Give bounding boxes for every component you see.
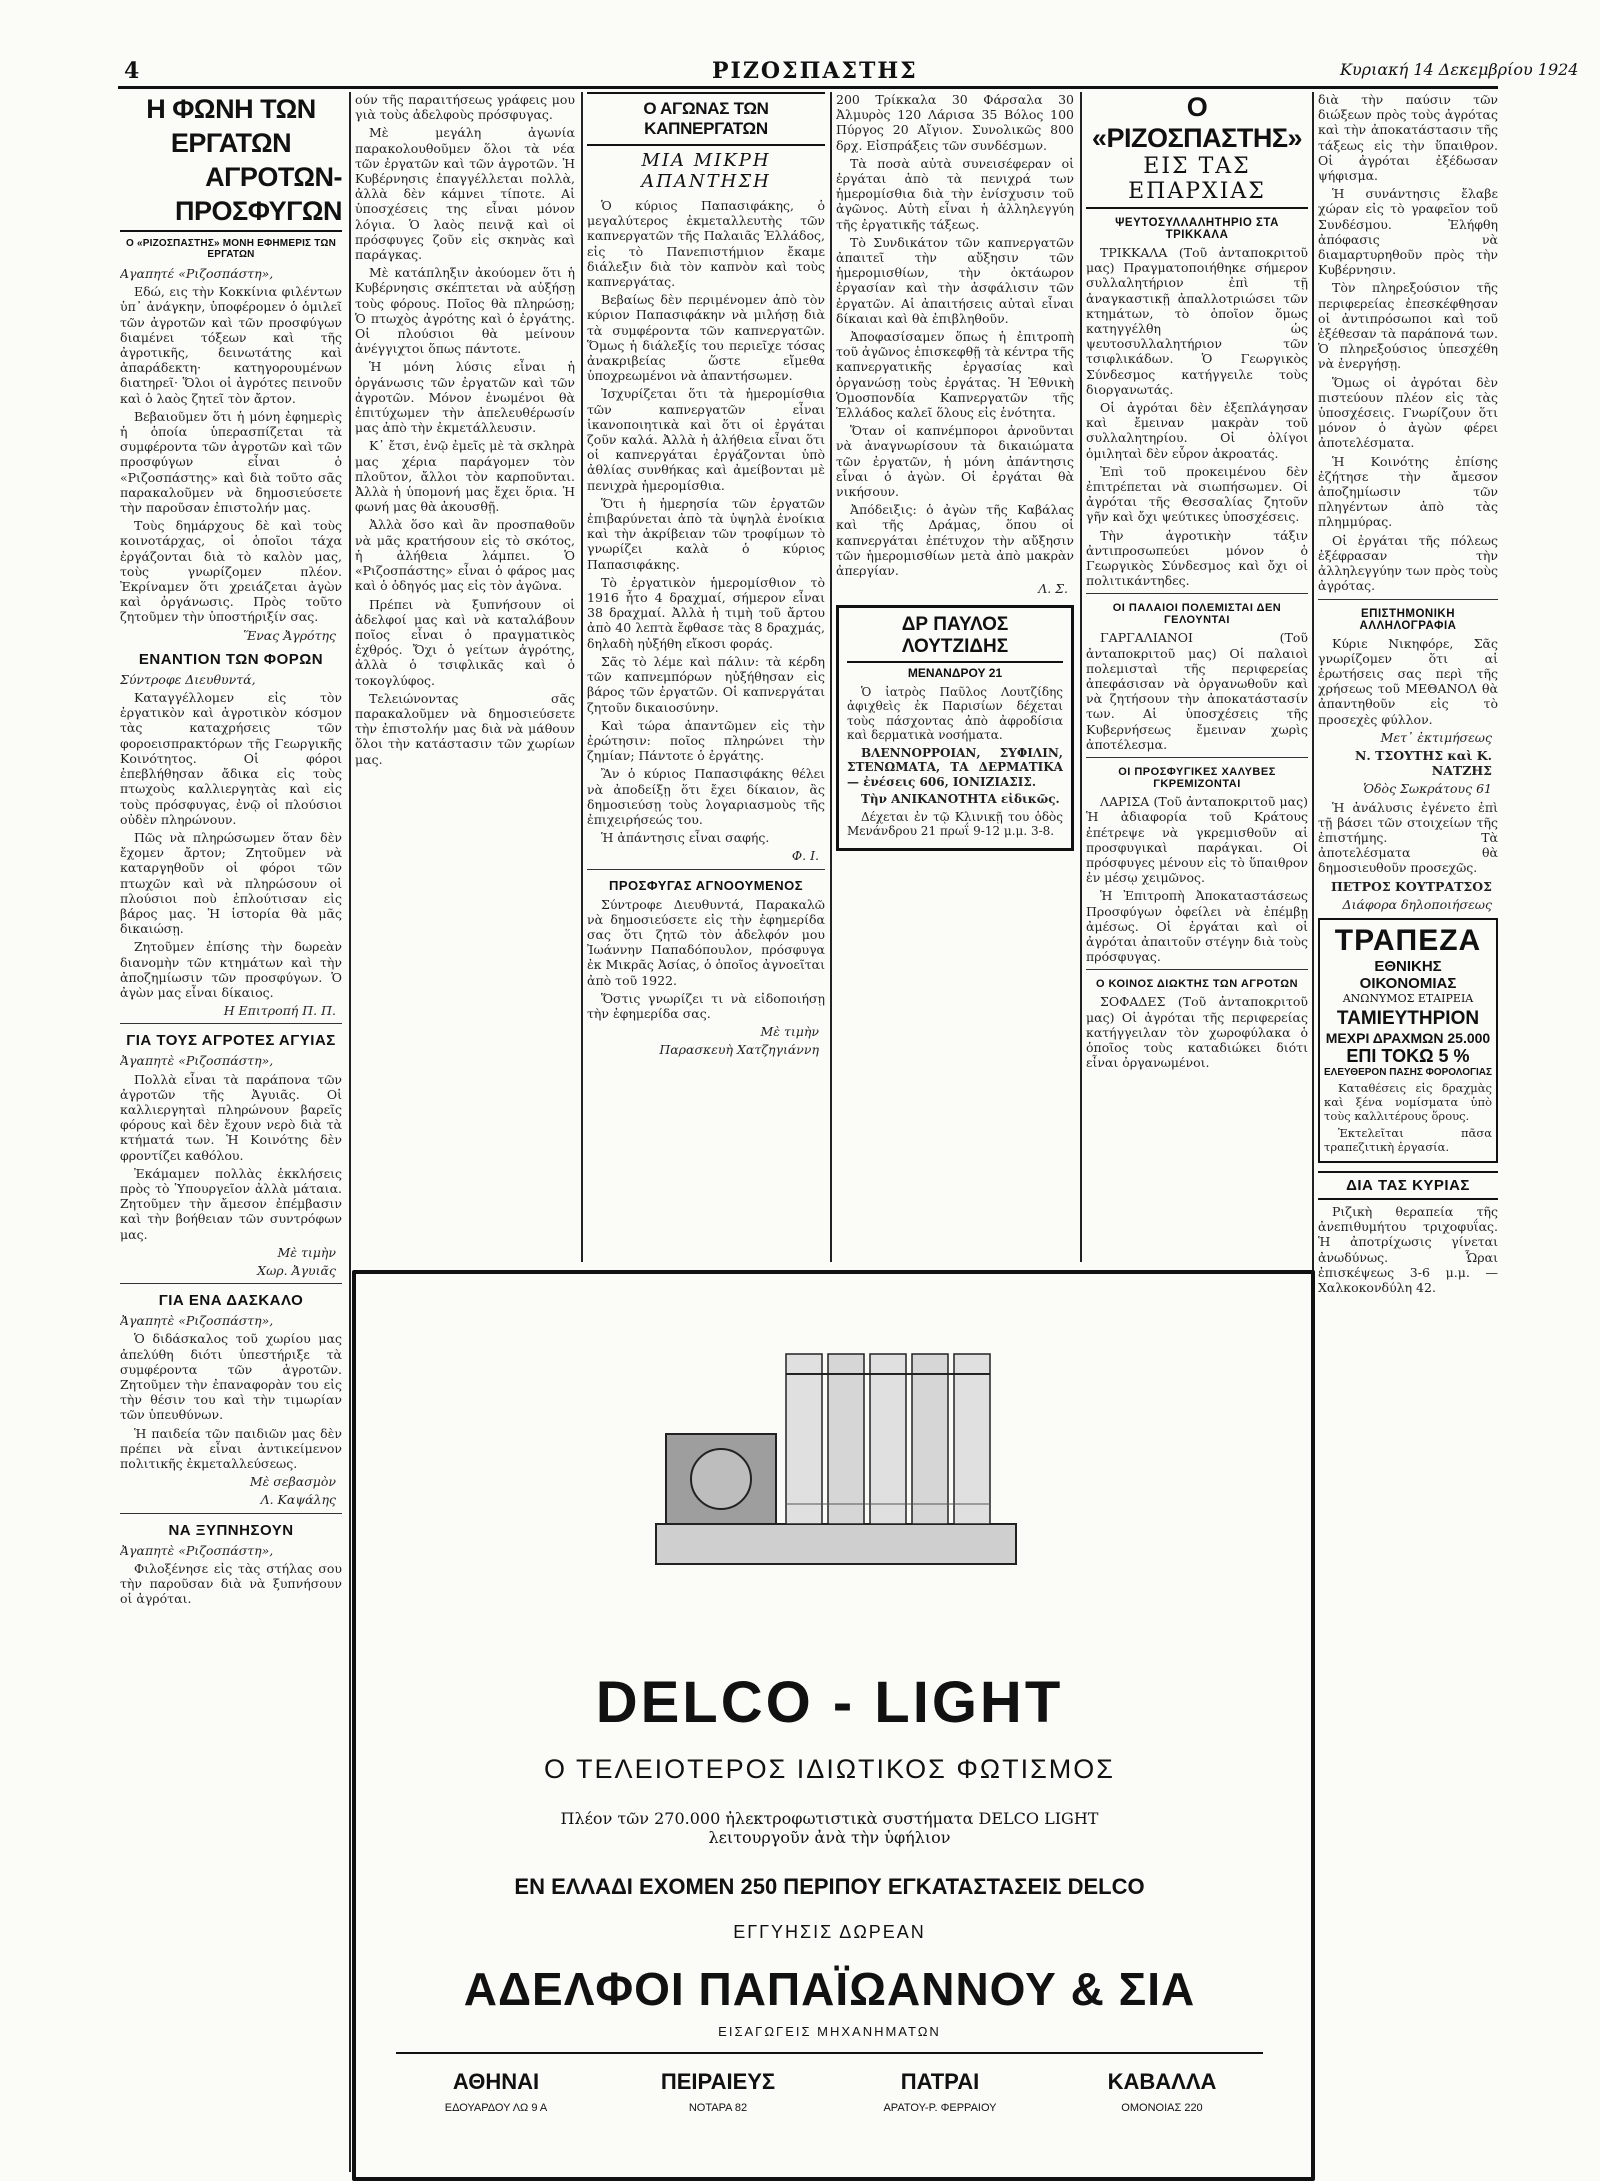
- paragraph: Μὲ κατάπληξιν ἀκούομεν ὅτι ἡ Κυβέρνησις σκέπτεται νὰ αὐξήσῃ τοὺς φόρους. Ποῖος θὰ πληρώσῃ; Ὁ πτωχὸς ἀγρότης καὶ ὁ ἐργάτης. Οἱ πλούσιοι θὰ μείνουν ἀνέγγιχτοι ὅπως πάντοτε.: [355, 265, 575, 357]
- ad-body: [847, 685, 1063, 839]
- paragraph: ΛΑΡΙΣΑ (Τοῦ ἀνταποκριτοῦ μας) Ἡ ἀδιαφορία τοῦ Κράτους ἐπέτρεψε νὰ γκρεμισθοῦν αἱ προσφυγικαὶ παράγκαι. Οἱ πρόσφυγες μένουν εἰς τὸ ὕπαιθρον ἐν μέσῳ χειμῶνος.: [1086, 794, 1308, 886]
- paragraph: Καταθέσεις εἰς δραχμὰς καὶ ξένα νομίσματα ὑπὸ τοὺς καλλιτέρους ὅρους.: [1324, 1080, 1492, 1123]
- generator-illustration: [636, 1314, 1036, 1614]
- paragraph: Ὅμως οἱ ἀγρόται δὲν πιστεύουν πλέον εἰς τὰς ὑποσχέσεις. Γνωρίζουν ὅτι μόνον ὁ ἀγὼν φέρει ἀποτελέσματα.: [1318, 374, 1498, 451]
- section-heading: Ο ΚΟΙΝΟΣ ΔΙΩΚΤΗΣ ΤΩΝ ΑΓΡΟΤΩΝ: [1095, 978, 1299, 991]
- paragraph: Τὰ ποσὰ αὐτὰ συνεισέφεραν οἱ ἐργάται ἀπὸ τὰ πενιχρά των ἡμερομίσθια διὰ τὴν ἐνίσχυσιν τοῦ ἀγῶνος. Αὐτὴ εἶναι ἡ ἀλληλεγγύη τῆς ἐργατικῆς τάξεως.: [836, 155, 1074, 232]
- paragraph: ΣΟΦΑΔΕΣ (Τοῦ ἀνταποκριτοῦ μας) Οἱ ἀγρόται τῆς περιφερείας κατήγγειλαν τὸν χωροφύλακα ὁ ὁποῖος τοὺς καταδιώκει διότι εἶναι ὀργανωμένοι.: [1086, 994, 1308, 1071]
- note: Διάφορα δηλοποιήσεως: [1342, 896, 1492, 912]
- paragraph: Ἡ μόνη λύσις εἶναι ἡ ὀργάνωσις τῶν ἐργατῶν καὶ τῶν ἀγροτῶν. Μόνον ἑνωμένοι θὰ ἐπιτύχωμεν τὴν ἀπελευθέρωσίν μας ἀπὸ τὴν ἐκμετάλλευσιν.: [355, 359, 575, 436]
- paragraph: Τὸ ἐργατικὸν ἡμερομίσθιον τὸ 1916 ἦτο 4 δραχμαί, σήμερον εἶναι 38 δραχμαί. Ἀλλὰ ἡ τιμὴ τοῦ ἄρτου ἀπὸ 40 λεπτὰ ἔφθασε τὰς 8 δραχμάς, δηλαδὴ ηὐξήθη εἴκοσι φοράς.: [587, 574, 825, 651]
- paragraph: Φιλοξένησε εἰς τὰς στήλας σου τὴν παροῦσαν διὰ νὰ ξυπνήσουν οἱ ἀγρόται.: [120, 1560, 342, 1607]
- column-rule: [1080, 92, 1082, 1262]
- column-rule: [581, 92, 583, 1262]
- section-heading: ΟΙ ΠΡΟΣΦΥΓΙΚΕΣ ΧΑΛΥΒΕΣ ΓΚΡΕΜΙΖΟΝΤΑΙ: [1118, 766, 1276, 791]
- article-continuation: [836, 92, 1074, 597]
- page-number: 4: [124, 58, 140, 84]
- paragraph: Ἂν ὁ κύριος Παπασιφάκης θέλει νὰ ἀποδείξῃ ὅτι ἔχει δίκαιον, ἂς δημοσιεύσῃ τοὺς λογαριασμοὺς τῆς ἐπιχειρήσεώς του.: [587, 766, 825, 827]
- headline-line-1: Η ΦΩΝΗ ΤΩΝ ΕΡΓΑΤΩΝ: [146, 94, 316, 158]
- battery-cell: [954, 1354, 990, 1524]
- paragraph: Τὸν πληρεξούσιον τῆς περιφερείας ἐπεσκέφθησαν οἱ ἀντιπρόσωποι καὶ τοῦ ἐξέθεσαν τὰ παράπονά των. Ὁ πληρεξούσιος ὑπεσχέθη νὰ ἐνεργήσῃ.: [1318, 280, 1498, 372]
- signature: Ἕνας Ἀγρότης: [243, 627, 336, 643]
- paragraph: Σύντροφε Διευθυντά, Παρακαλῶ νὰ δημοσιεύσετε εἰς τὴν ἐφημερίδα σας ὅτι ζητῶ τὸν ἀδελφόν μου Ἰωάννην Παπαδόπουλον, πρόσφυγα ἐκ Μικρᾶς Ἀσίας, ὁ ὁποῖος ἀγνοεῖται ἀπὸ τοῦ 1922.: [587, 896, 825, 988]
- divider: [120, 1283, 342, 1284]
- paragraph: Ὅταν οἱ καπνέμποροι ἀρνοῦνται νὰ ἀναγνωρίσουν τὰ δικαιώματα τῶν ἐργατῶν, ἡ μόνη ἀπάντησις εἶναι ὁ ἀγὼν. Οἱ ἐργάται θὰ νικήσουν.: [836, 423, 1074, 500]
- signature: Χωρ. Ἀγυιᾶς: [257, 1262, 336, 1278]
- ad-city: ΠΕΙΡΑΙΕΥΣ: [660, 2069, 776, 2094]
- paragraph: Τὸ Συνδικάτον τῶν καπνεργατῶν ἀπαιτεῖ τὴν αὔξησιν τῶν ἡμερομισθίων, τὴν ὀκτάωρον ἐργασίαν καὶ τὴν ἀσφάλισιν τῶν ἐργατῶν. Αἱ ἀπαιτήσεις αὐταὶ εἶναι δίκαιαι καὶ θὰ ἐπιβληθοῦν.: [836, 234, 1074, 326]
- headline-line-2: ΑΓΡΟΤΩΝ-ΠΡΟΣΦΥΓΩΝ: [120, 160, 342, 232]
- bank-subtitle: ΕΠΙ ΤΟΚΩ 5 %: [1346, 1045, 1470, 1066]
- greeting: Αγαπητέ «Ριζοσπάστη»,: [120, 266, 274, 281]
- letter-5: [120, 1543, 342, 1607]
- ad-city: ΑΘΗΝΑΙ: [452, 2069, 540, 2094]
- divider: [1318, 599, 1498, 600]
- section-heading: ΓΙΑ ΕΝΑ ΔΑΣΚΑΛΟ: [158, 1292, 304, 1310]
- paragraph: διὰ τὴν παύσιν τῶν διώξεων πρὸς τοὺς ἀγρότας καὶ τὴν ἀποκατάστασιν τῆς τάξεως εἰς τὴν ὕπαιθρον. Οἱ ἀγρόται ἐξέδωσαν ψήφισμα.: [1318, 92, 1498, 184]
- ad-address: ΝΟΤΑΡΑ 82: [688, 2102, 748, 2114]
- ad-text: Πλέον τῶν 270.000 ἠλεκτροφωτιστικὰ συστήματα DELCO LIGHT λειτουργοῦν ἀνὰ τὴν ὑφήλιον: [560, 1809, 1099, 1847]
- paragraph: Σᾶς τὸ λέμε καὶ πάλιν: τὰ κέρδη τῶν καπνεμπόρων ηὐξήθησαν εἰς βάρος τῶν ἐργατῶν. Οἱ καπνεργάται ζητοῦν δικαιοσύνην.: [587, 653, 825, 715]
- signature: Λ. Καψάλης: [260, 1492, 336, 1508]
- section-heading: ΕΠΙΣΤΗΜΟΝΙΚΗ ΑΛΛΗΛΟΓΡΑΦΙΑ: [1359, 607, 1457, 632]
- paragraph: Δέχεται ἐν τῷ Κλινικῇ του ὁδὸς Μενάνδρου 21 πρωΐ 9-12 μ.μ. 3-8.: [847, 809, 1063, 838]
- report: [1086, 994, 1308, 1070]
- paragraph: Ἡ παιδεία τῶν παιδιῶν μας δὲν πρέπει νὰ εἶναι ἀντικείμενον πολιτικῆς ἐκμεταλλεύσεως.: [120, 1425, 342, 1472]
- divider: [120, 1513, 342, 1514]
- paragraph: Πῶς νὰ πληρώσωμεν ὅταν δὲν ἔχομεν ἄρτον; Ζητοῦμεν νὰ καταργηθοῦν οἱ φόροι τῶν πτωχῶν καὶ νὰ πληρώσουν οἱ πλούσιοι ποὺ ἐπλούτισαν εἰς βάρος μας. Ἡ ἱστορία θὰ μᾶς δικαιώσῃ.: [120, 829, 342, 937]
- paragraph: Ζητοῦμεν ἐπίσης τὴν δωρεὰν διανομὴν τῶν κτημάτων καὶ τὴν ἀποζημίωσιν τῶν προσφύγων. Ὁ ἀγὼν μας εἶναι δίκαιος.: [120, 939, 342, 1000]
- column-1: [120, 92, 342, 2172]
- paper-name: ΡΙΖΟΣΠΑΣΤΗΣ: [712, 58, 918, 84]
- ad-address: ΜΕΝΑΝΔΡΟΥ 21: [907, 665, 1003, 680]
- doctor-advertisement: [836, 605, 1074, 851]
- ad-city: ΠΑΤΡΑΙ: [900, 2069, 980, 2094]
- paragraph: Ὁ ἰατρὸς Παῦλος Λουτζίδης ἀφιχθεὶς ἐκ Παρισίων δέχεται τοὺς πάσχοντας ἀπὸ ἀφροδίσια καὶ δερματικὰ νοσήματα.: [847, 684, 1063, 742]
- paragraph: 200 Τρίκκαλα 30 Φάρσαλα 30 Ἀλμυρὸς 120 Λάρισα 35 Βόλος 100 Πύργος 20 Αἴγιον. Συνολικῶς 800 δρχ. Εἰσπράξεις τῶν συνδέσμων.: [836, 92, 1074, 153]
- bank-title: ΤΡΑΠΕΖΑ: [1334, 923, 1482, 957]
- paragraph: Πολλὰ εἶναι τὰ παράπονα τῶν ἀγροτῶν τῆς Ἀγυιᾶς. Οἱ καλλιεργηταὶ πληρώνουν βαρεῖς φόρους καὶ δὲν ἔχουν νερὸ διὰ τὰ κτήματά των. Ἡ Κοινότης δὲν φροντίζει καθόλου.: [120, 1071, 342, 1163]
- ad-company-sub: ΕΙΣΑΓΩΓΕΙΣ ΜΗΧΑΝΗΜΑΤΩΝ: [718, 2024, 941, 2039]
- section-heading: ΝΑ ΞΥΠΝΗΣΟΥΝ: [168, 1521, 294, 1539]
- bank-subtitle: ΜΕΧΡΙ ΔΡΑΧΜΩΝ 25.000: [1325, 1029, 1491, 1046]
- masthead-rule: [118, 86, 1498, 89]
- paragraph: Τελειώνοντας σᾶς παρακαλοῦμεν νὰ δημοσιεύσετε τὴν ἐπιστολήν μας διὰ νὰ μάθουν ὅλοι τὴν κατάστασιν τῶν χωρίων μας.: [355, 690, 575, 767]
- section-heading: ΔΙΑ ΤΑΣ ΚΥΡΙΑΣ: [1318, 1171, 1498, 1200]
- paragraph: Καταγγέλλομεν εἰς τὸν ἐργατικὸν καὶ ἀγροτικὸν κόσμον τὰς καταχρήσεις τῶν φοροεισπρακτόρων τῆς Γεωργικῆς Κοινότητος. Οἱ φόροι ἐπεβλήθησαν ἄδικα εἰς τοὺς πτωχοὺς καλλιεργητὰς καὶ εἰς τοὺς πρόσφυγας, ἐνῷ οἱ πλούσιοι οὐδὲν πληρώνουν.: [120, 690, 342, 827]
- paragraph: Τὴν ἀγροτικὴν τάξιν ἀντιπροσωπεύει μόνον ὁ Γεωργικὸς Σύνδεσμος καὶ ὄχι οἱ πολιτικάντηδες.: [1086, 527, 1308, 589]
- signature: Λ. Σ.: [1038, 581, 1068, 597]
- paragraph: Ριζικὴ θεραπεία τῆς ἀνεπιθυμήτου τριχοφυΐας. Ἡ ἀποτρίχωσις γίνεται ἀνωδύνως. Ὧραι ἐπισκέψεως 3-6 μ.μ. — Χαλκοκονδύλη 42.: [1318, 1203, 1498, 1295]
- article-body: [587, 198, 825, 864]
- ad-text: ΕΝ ΕΛΛΑΔΙ ΕΧΟΜΕΝ 250 ΠΕΡΙΠΟΥ ΕΓΚΑΤΑΣΤΑΣΕΙΣ DELCO: [514, 1874, 1145, 1899]
- correspondence: [1318, 636, 1498, 912]
- report: [1086, 245, 1308, 588]
- notice-body: [587, 897, 825, 1058]
- signature: Μὲ σεβασμὸν: [249, 1474, 336, 1490]
- masthead: [0, 0, 1600, 85]
- bank-advertisement: [1318, 918, 1498, 1163]
- paragraph: Οἱ ἐργάται τῆς πόλεως ἐξέφρασαν τὴν ἀλληλεγγύην των πρὸς τοὺς ἀγρότας.: [1318, 532, 1498, 594]
- greeting: Ἀγαπητὲ «Ριζοσπάστη»,: [120, 1542, 274, 1558]
- report: [1086, 630, 1308, 752]
- column-4: [836, 92, 1074, 1262]
- signature: Ν. ΤΣΟΥΤΗΣ καὶ Κ. ΝΑΤΖΗΣ: [1355, 747, 1492, 779]
- letter-4: [120, 1313, 342, 1507]
- article-subheadline: ΜΙΑ ΜΙΚΡΗ ΑΠΑΝΤΗΣΗ: [641, 150, 771, 192]
- section-heading: ΟΙ ΠΑΛΑΙΟΙ ΠΟΛΕΜΙΣΤΑΙ ΔΕΝ ΓΕΛΟΥΝΤΑΙ: [1112, 602, 1282, 627]
- article-headline: Ο ΑΓΩΝΑΣ ΤΩΝ ΚΑΠΝΕΡΓΑΤΩΝ: [587, 92, 825, 146]
- signature: Μετ᾿ ἐκτιμήσεως: [1380, 729, 1492, 745]
- letter-2: [120, 672, 342, 1018]
- greeting: Σύντροφε Διευθυντά,: [120, 671, 256, 687]
- signature: Παρασκευὴ Χατζηγιάννη: [659, 1042, 819, 1058]
- divider: [1086, 757, 1308, 758]
- paragraph: Πρέπει νὰ ξυπνήσουν οἱ ἀδελφοί μας καὶ νὰ καταλάβουν ποῖος εἶναι ὁ πραγματικὸς ἐχθρός. Ὄχι ὁ γείτων ἀγρότης, ἀλλὰ ὁ τσιφλικᾶς καὶ ὁ τοκογλύφος.: [355, 596, 575, 688]
- column-rule: [830, 92, 832, 1262]
- bank-subtitle: ΤΑΜΙΕΥΤΗΡΙΟΝ: [1336, 1007, 1480, 1029]
- issue-date: Κυριακή 14 Δεκεμβρίου 1924: [1340, 60, 1579, 79]
- paragraph: Ἐκτελεῖται πᾶσα τραπεζιτικὴ ἐργασία.: [1324, 1125, 1492, 1154]
- article-continuation: [1318, 92, 1498, 594]
- ad-brand: DELCO - LIGHT: [595, 1670, 1064, 1735]
- column-rule: [349, 92, 351, 2172]
- column-6: [1318, 92, 1498, 2172]
- signature: Μὲ τιμὴν: [760, 1024, 819, 1040]
- paragraph: Ἀποφασίσαμεν ὅπως ἡ ἐπιτροπὴ τοῦ ἀγῶνος ἐπισκεφθῇ τὰ κέντρα τῆς καπνεργατικῆς ἐργασίας καὶ ὀργανώσῃ τοὺς ἐργάτας. Ἡ Ἐθνικὴ Ὁμοσπονδία Καπνεργατῶν τῆς Ἑλλάδος καλεῖ ὅλους εἰς ἑνότητα.: [836, 329, 1074, 421]
- paragraph: Ἡ Ἐπιτροπὴ Ἀποκαταστάσεως Προσφύγων ὀφείλει νὰ ἐπέμβῃ ἀμέσως. Οἱ ἐργάται καὶ οἱ ἀγρόται ἀπαιτοῦν στέγην διὰ τοὺς πρόσφυγας.: [1086, 888, 1308, 965]
- paragraph: Εδώ, εις τὴν Κοκκίνια φιλέντων ὑπ᾿ ἀνάγκην, ὑποφέρομεν ὁ ὁμιλεῖ τῶν ἀγροτῶν καὶ τῶν προσφύγων διαμένει τόξεων καὶ τῆς ἀγροτικῆς, δεινωτάτης καὶ ἀπαράδεκτη· κατηγορουμένων διατηρεῖ· Ὅλοι οἱ ἀγρότες πεινοῦν καὶ ὁ λαὸς ζητεῖ τὸν ἄρτον.: [120, 284, 342, 406]
- greeting: Ἀγαπητὲ «Ριζοσπάστη»,: [120, 1313, 274, 1329]
- ad-title: ΔΡ ΠΑΥΛΟΣ ΛΟΥΤΖΙΔΗΣ: [847, 614, 1063, 663]
- paragraph: Ὁ κύριος Παπασιφάκης, ὁ μεγαλύτερος ἐκμεταλλευτὴς τῶν καπνεργατῶν τῆς Παλαιᾶς Ἑλλάδος, εἰς τὸ Πανεπιστήμιον ἔκαμε διάλεξιν διὰ τὸν καπνὸν καὶ τοὺς καπνεργάτας.: [587, 198, 825, 290]
- paragraph: Ὁ διδάσκαλος τοῦ χωρίου μας ἀπελύθη διότι ὑπεστήριξε τὰ συμφέροντα τῶν ἀγροτῶν. Ζητοῦμεν τὴν ἐπαναφορὰν του εἰς τὴν θέσιν του καὶ τὴν τιμωρίαν τῶν ὑπευθύνων.: [120, 1331, 342, 1423]
- paragraph: Ἰσχυρίζεται ὅτι τὰ ἡμερομίσθια τῶν καπνεργατῶν εἶναι ἱκανοποιητικὰ καὶ ὅτι οἱ ἐργάται ζοῦν καλά. Ἀλλὰ ἡ ἀλήθεια εἶναι ὅτι οἱ καπνεργάται ἐργάζονται ὑπὸ ἀθλίας συνθήκας καὶ ἀμείβονται μὲ πενιχρὰ ἡμερομίσθια.: [587, 386, 825, 493]
- column-5: [1086, 92, 1308, 1262]
- section-heading: ΠΡΟΣΦΥΓΑΣ ΑΓΝΟΟΥΜΕΝΟΣ: [608, 877, 804, 893]
- generator-wheel: [691, 1449, 751, 1509]
- battery-cell: [828, 1354, 864, 1524]
- address: Ὁδὸς Σωκράτους 61: [1363, 781, 1492, 797]
- column-2: [355, 92, 575, 1262]
- ad-divider: [396, 2052, 1263, 2054]
- bank-subtitle: ΕΛΕΥΘΕΡΟΝ ΠΑΣΗΣ ΦΟΡΟΛΟΓΙΑΣ: [1324, 1066, 1492, 1078]
- report: [1086, 794, 1308, 964]
- paragraph: Ἐπὶ τοῦ προκειμένου δὲν ἐπιτρέπεται νὰ σιωπήσωμεν. Οἱ ἀγρόται τῆς Θεσσαλίας ζητοῦν γῆν καὶ ὄχι ψεύτικες ὑποσχέσεις.: [1086, 463, 1308, 525]
- paragraph: Τοὺς δημάρχους δὲ καὶ τοὺς κοινοτάρχας, οἱ ὁποῖοι τάχα ἐργάζονται διὰ τὸ καλὸν μας, τοὺς γνωρίζομεν πλέον. Ἐκρίναμεν ὅτι χρειάζεται ἀγὼν καὶ ὀργάνωσις. Πρὸς τοῦτο ζητοῦμεν τὴν ὑποστήριξίν σας.: [120, 518, 342, 625]
- bank-subtitle: ΕΘΝΙΚΗΣ ΟΙΚΟΝΟΜΙΑΣ: [1359, 957, 1457, 992]
- signature: Μὲ τιμὴν: [277, 1244, 336, 1260]
- paragraph: Ἀπόδειξις: ὁ ἀγὼν τῆς Καβάλας καὶ τῆς Δράμας, ὅπου οἱ καπνεργάται ἐπέτυχον τὴν αὔξησιν τῶν ἡμερομισθίων μετὰ ἀπὸ μακρὰν ἀπεργίαν.: [836, 502, 1074, 579]
- paragraph: Τὴν ΑΝΙΚΑΝΟΤΗΤΑ εἰδικῶς.: [861, 792, 1060, 806]
- paragraph: Κ᾿ ἔτσι, ἐνῷ ἐμεῖς μὲ τὰ σκληρὰ μας χέρια παράγομεν τὸν πλοῦτον, ἄλλοι τὸν καρποῦνται. Ἀλλὰ ἡ ὑπομονή μας ἔχει ὅρια. Ἡ φωνή μας θὰ ἀκουσθῇ.: [355, 438, 575, 515]
- ad-company: ΑΔΕΛΦΟΙ ΠΑΠΑΪΩΑΝΝΟΥ & ΣΙΑ: [463, 1963, 1196, 2015]
- letter-3: [120, 1053, 342, 1278]
- divider: [120, 1023, 342, 1024]
- tagline: Ο «ΡΙΖΟΣΠΑΣΤΗΣ» ΜΟΝΗ ΕΦΗΜΕΡΙΣ ΤΩΝ ΕΡΓΑΤΩΝ: [126, 238, 336, 260]
- ad-text: ΕΓΓΥΗΣΙΣ ΔΩΡΕΑΝ: [733, 1922, 926, 1942]
- battery-cell: [912, 1354, 948, 1524]
- signature: Φ. Ι.: [791, 848, 819, 864]
- notice: [1318, 1204, 1498, 1295]
- paragraph: Ἐκάμαμεν πολλὰς ἐκκλήσεις πρὸς τὸ Ὑπουργεῖον ἀλλὰ μάταια. Ζητοῦμεν τὴν ἄμεσον ἐπέμβασιν καὶ τὴν βοήθειαν τῶν συντρόφων μας.: [120, 1165, 342, 1242]
- divider: [1086, 593, 1308, 594]
- section-headline-2: ΕΙΣ ΤΑΣ ΕΠΑΡΧΙΑΣ: [1086, 154, 1308, 209]
- paragraph: Ἡ Κοινότης ἐπίσης ἐζήτησε τὴν ἄμεσον ἀποζημίωσιν τῶν πληγέντων ἀπὸ τὰς πλημμύρας.: [1318, 453, 1498, 530]
- letter-1: [120, 266, 342, 643]
- ad-tagline: Ο ΤΕΛΕΙΟΤΕΡΟΣ ΙΔΙΩΤΙΚΟΣ ΦΩΤΙΣΜΟΣ: [544, 1754, 1115, 1784]
- section-heading: ΨΕΥΤΟΣΥΛΛΑΛΗΤΗΡΙΟ ΣΤΑ ΤΡΙΚΚΑΛΑ: [1115, 217, 1279, 241]
- battery-cell: [786, 1354, 822, 1524]
- paragraph: ΒΛΕΝΝΟΡΡΟΙΑΝ, ΣΥΦΙΛΙΝ, ΣΤΕΝΩΜΑΤΑ, ΤΑ ΔΕΡΜΑΤΙΚΑ — ἐνέσεις 606, ΙΟΝΙΖΙΑΣΙΣ.: [847, 745, 1063, 789]
- paragraph: Ὅστις γνωρίζει τι νὰ εἰδοποιήσῃ τὴν ἐφημερίδα σας.: [587, 990, 825, 1021]
- divider: [1086, 969, 1308, 970]
- ad-city: ΚΑΒΑΛΛΑ: [1107, 2069, 1217, 2094]
- paragraph: ούν τῆς παραιτήσεως γράφεις μου γιὰ τοὺς ἀδελφοὺς πρόσφυγας.: [355, 92, 575, 123]
- paragraph: Ἡ συνάντησις ἔλαβε χώραν εἰς τὸ γραφεῖον τοῦ Συνδέσμου. Ἐλήφθη ἀπόφασις νὰ διαμαρτυρηθοῦν πρὸς τὴν Κυβέρνησιν.: [1318, 186, 1498, 278]
- ad-address: ΕΔΟΥΑΡΔΟΥ ΛΩ 9 Α: [444, 2102, 548, 2114]
- paragraph: Καὶ τώρα ἀπαντῶμεν εἰς τὴν ἐρώτησιν: ποῖος πληρώνει τὴν ζημίαν; Πάντοτε ὁ ἐργάτης.: [587, 717, 825, 764]
- greeting: Ἀγαπητὲ «Ριζοσπάστη»,: [120, 1053, 274, 1069]
- paragraph: Κύριε Νικηφόρε, Σᾶς γνωρίζομεν ὅτι αἱ ἐρωτήσεις σας περὶ τῆς χρήσεως τοῦ ΜΕΘΑΝΟΛ θὰ ἀπαντηθοῦν εἰς τὸ προσεχὲς φύλλον.: [1318, 635, 1498, 727]
- section-headline: Ο «ΡΙΖΟΣΠΑΣΤΗΣ»: [1091, 92, 1303, 153]
- signature: ΠΕΤΡΟΣ ΚΟΥΤΡΑΤΣΟΣ: [1330, 878, 1492, 894]
- signature: Η Επιτροπή Π. Π.: [223, 1003, 336, 1019]
- paragraph: Βεβαίως δὲν περιμένομεν ἀπὸ τὸν κύριον Παπασιφάκην νὰ μιλήσῃ διὰ τὰ συμφέροντα τῶν καπνεργατῶν. Ὅμως ἡ διάλεξίς του περιεῖχε τόσας ἀνακριβείας ὥστε εἴμεθα ὑποχρεωμένοι νὰ ἀπαντήσωμεν.: [587, 292, 825, 384]
- article-continuation: [355, 92, 575, 767]
- bank-body: [1324, 1081, 1492, 1154]
- ad-address: ΟΜΟΝΟΙΑΣ 220: [1121, 2102, 1203, 2114]
- column-3: [587, 92, 825, 1262]
- paragraph: Ἡ ἀπάντησις εἶναι σαφής.: [601, 830, 770, 846]
- divider: [587, 869, 825, 870]
- paragraph: Ἀλλὰ ὅσο καὶ ἂν προσπαθοῦν νὰ μᾶς κρατήσουν εἰς τὸ σκότος, ἡ ἀλήθεια λάμπει. Ὁ «Ριζοσπάστης» εἶναι ὁ φάρος μας καὶ ὁ ὁδηγός μας εἰς τὸν ἀγῶνα.: [355, 517, 575, 594]
- battery-cell: [870, 1354, 906, 1524]
- bank-subtitle: ΑΝΩΝΥΜΟΣ ΕΤΑΙΡΕΙΑ: [1342, 991, 1474, 1005]
- paragraph: Βεβαιοῦμεν ὅτι ἡ μόνη ἐφημερὶς ἡ ὁποία ὑπερασπίζεται τὰ συμφέροντα τῶν ἀγροτῶν καὶ τῶν προσφύγων εἶναι ὁ «Ριζοσπάστης» καὶ διὰ τοῦτο σᾶς παρακαλοῦμεν νὰ δημοσιεύσετε τὴν παροῦσαν ἐπιστολήν μας.: [120, 408, 342, 516]
- paragraph: ΤΡΙΚΚΑΛΑ (Τοῦ ἀνταποκριτοῦ μας) Πραγματοποιήθηκε σήμερον συλλαλητήριον ἐπὶ τῇ ἀναγκαστικῇ ἀπαλλοτριώσει τῶν κτημάτων, τὸ ὁποῖον ὅμως κατηγγέλθη ὡς ψευτοσυλλαλητήριον τῶν τσιφλικάδων. Ὁ Γεωργικὸς Σύνδεσμος κατήγγειλε τοὺς διοργανωτάς.: [1086, 245, 1308, 397]
- paragraph: Οἱ ἀγρόται δὲν ἐξεπλάγησαν καὶ ἔμειναν μακρὰν τοῦ συλλαλητηρίου. Οἱ ὀλίγοι ὁμιληταὶ δὲν εὗρον ἀκροατάς.: [1086, 400, 1308, 461]
- paragraph: Ὅτι ἡ ἡμερησία τῶν ἐργατῶν ἐπιβαρύνεται ἀπὸ τὰ ὑψηλὰ ἐνοίκια καὶ τὴν ἀκρίβειαν τῶν τροφίμων τὸ γνωρίζει καλὰ ὁ κύριος Παπασιφάκης.: [587, 495, 825, 572]
- section-heading: ΕΝΑΝΤΙΟΝ ΤΩΝ ΦΟΡΩΝ: [138, 650, 324, 668]
- delco-light-advertisement: [352, 1270, 1315, 2181]
- ad-address: ΑΡΑΤΟΥ-Ρ. ΦΕΡΡΑΙΟΥ: [883, 2102, 997, 2114]
- paragraph: ΓΑΡΓΑΛΙΑΝΟΙ (Τοῦ ἀνταποκριτοῦ μας) Οἱ παλαιοὶ πολεμισταὶ τῆς περιφερείας ἀπεφάσισαν νὰ ὀργανωθοῦν καὶ νὰ ζητήσουν τὴν ἀποκατάστασίν των. Αἱ ὑποσχέσεις τῆς Κυβερνήσεως ἔμειναν χωρὶς ἀποτέλεσμα.: [1086, 630, 1308, 752]
- generator-base: [656, 1524, 1016, 1564]
- section-heading: ΓΙΑ ΤΟΥΣ ΑΓΡΟΤΕΣ ΑΓΥΙΑΣ: [126, 1032, 336, 1050]
- paragraph: Μὲ μεγάλη ἀγωνία παρακολουθοῦμεν ὅλοι τὰ νέα τῶν ἐργατῶν καὶ τῶν ἀγροτῶν. Ἡ Κυβέρνησις ἐπαγγέλλεται πολλὰ, ἀλλὰ δὲν κάμνει τίποτε. Αἱ ὑποσχέσεις της εἶναι μόνον λόγια. Ὁ λαὸς πεινᾷ καὶ οἱ πρόσφυγες ζοῦν εἰς σκηνὰς καὶ παράγκας.: [355, 125, 575, 263]
- paragraph: Ἡ ἀνάλυσις ἐγένετο ἐπὶ τῇ βάσει τῶν στοιχείων τῆς ἐπιστήμης. Τὰ ἀποτελέσματα θὰ δημοσιευθοῦν προσεχῶς.: [1318, 799, 1498, 876]
